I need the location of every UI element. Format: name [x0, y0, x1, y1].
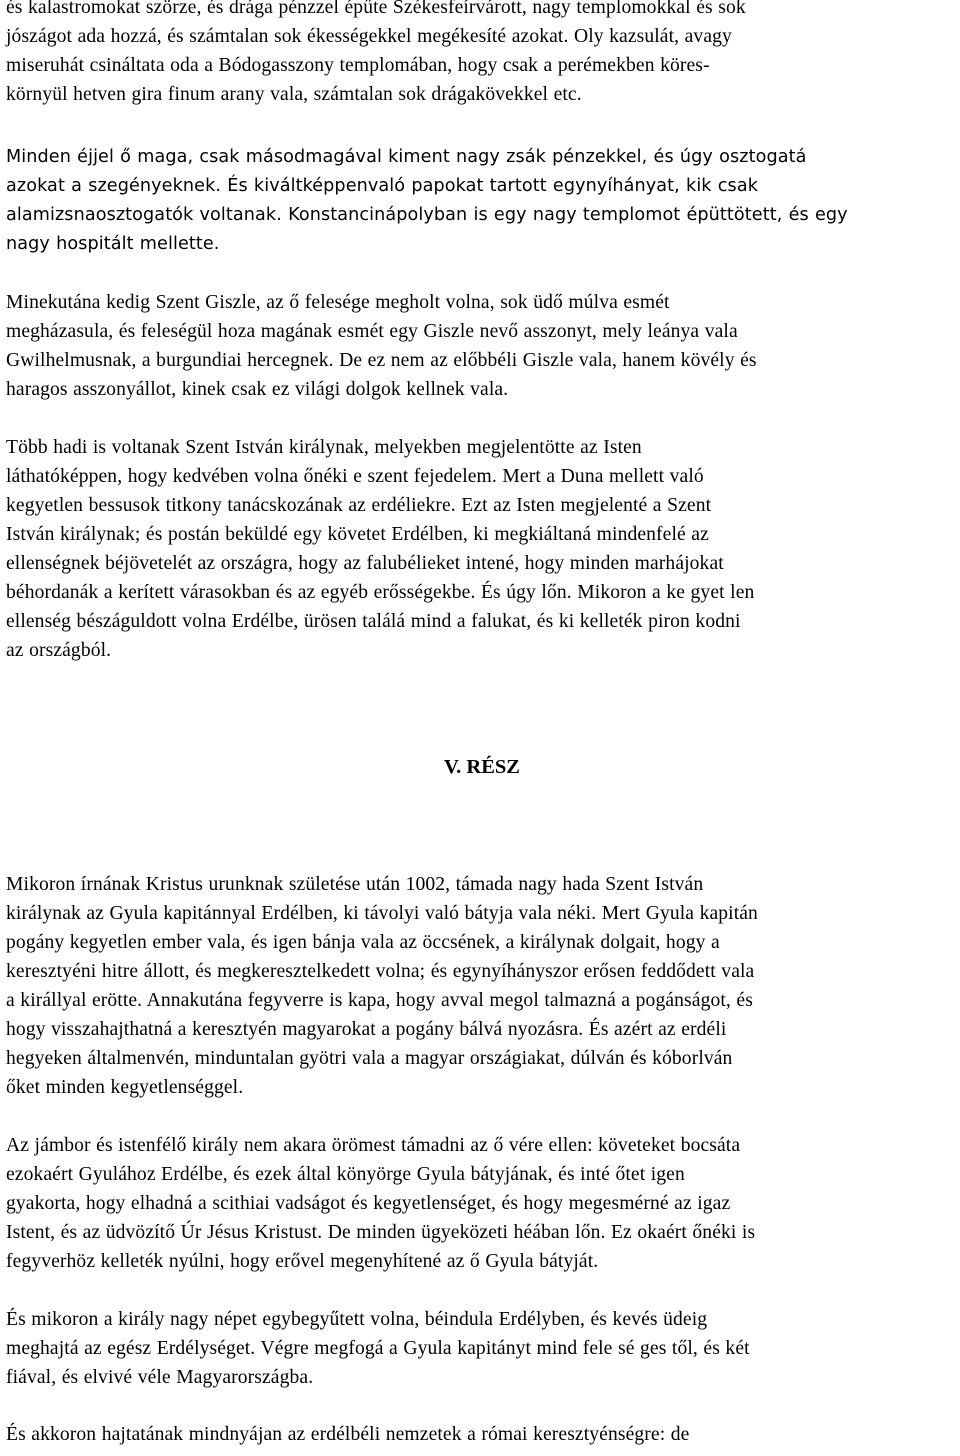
text-line: környül hetven gira finum arany vala, számtalan sok drágakövekkel etc. [6, 84, 582, 105]
paragraph-6 [6, 1131, 755, 1276]
text-line: nagy hospitált mellette. [6, 234, 220, 254]
text-line: kegyetlen bessusok titkony tanácskozának az erdéliekre. Ezt az Isten megjelenté a Szent [6, 495, 712, 516]
text-line: Minden éjjel ő maga, csak másodmagával kiment nagy zsák pénzekkel, és úgy osztogatá [6, 147, 807, 167]
text-line: És mikoron a király nagy népet egybegyűtett volna, béindula Erdélyben, és kevés üdeig [6, 1309, 708, 1330]
text-line: azokat a szegényeknek. És kiváltképpenvaló papokat tartott egynyíhányat, kik csak [6, 176, 758, 196]
text-line: őket minden kegyetlenséggel. [6, 1077, 244, 1098]
text-line: haragos asszonyállot, kinek csak ez világi dolgok kellnek vala. [6, 379, 509, 400]
paragraph-1 [6, 0, 746, 109]
text-line: keresztyéni hitre állott, és megkeresztelkedett volna; és egynyíhányszor erősen feddődett vala [6, 961, 755, 982]
paragraph-3 [6, 288, 757, 404]
paragraph-7 [6, 1305, 750, 1392]
text-line: hogy visszahajthatná a keresztyén magyarokat a pogány bálvá nyozásra. És azért az erdéli [6, 1019, 727, 1040]
text-line: ellenség bészáguldott volna Erdélbe, ürösen találá mind a falukat, és ki kelleték piron kodni [6, 611, 741, 632]
text-line: pogány kegyetlen ember vala, és igen bánja vala az öccsének, a királynak dolgait, hogy a [6, 932, 720, 953]
text-line: jószágot ada hozzá, és számtalan sok ékességekkel megékesíté azokat. Oly kazsulát, avagy [6, 26, 732, 47]
text-line: gyakorta, hogy elhadná a scithiai vadságot és kegyetlenséget, és hogy megesmérné az igaz [6, 1193, 731, 1214]
text-line: az országból. [6, 640, 112, 661]
text-line: ezokaért Gyulához Erdélbe, és ezek által könyörge Gyula bátyjának, és inté őtet igen [6, 1164, 685, 1185]
text-line: és kalastromokat szörze, és drága pénzzel épűte Székesfeírvárott, nagy templomokkal és sok [6, 0, 746, 18]
text-line: ellenségnek béjövetelét az országra, hogy az falubélieket intené, hogy minden marhájokat [6, 553, 724, 574]
text-line: megházasula, és feleségül hoza magának esmét egy Giszle nevő asszonyt, mely leánya vala [6, 321, 738, 342]
text-line: meghajtá az egész Erdélységet. Végre megfogá a Gyula kapitányt mind fele sé ges től, és két [6, 1338, 750, 1359]
text-line: István királynak; és postán beküldé egy követet Erdélben, ki megkiáltaná mindenfelé az [6, 524, 709, 545]
paragraph-4 [6, 433, 754, 665]
section-heading: V. RÉSZ [444, 756, 520, 778]
text-line: Több hadi is voltanak Szent István királynak, melyekben megjelentötte az Isten [6, 437, 642, 458]
text-line: hegyeken általmenvén, minduntalan gyötri vala a magyar országiakat, dúlván és kóborlván [6, 1048, 733, 1069]
text-line: királynak az Gyula kapitánnyal Erdélben, ki távolyi való bátyja vala néki. Mert Gyula kapitán [6, 903, 758, 924]
text-line: béhordanák a kerített várasokban és az egyéb erősségekbe. És úgy lőn. Mikoron a ke gyet len [6, 582, 755, 603]
text-line: Az jámbor és istenfélő király nem akara örömest támadni az ő vére ellen: követeket bocsáta [6, 1135, 741, 1156]
text-line: Gwilhelmusnak, a burgundiai hercegnek. De ez nem az előbbéli Giszle vala, hanem kövély és [6, 350, 757, 371]
text-line: alamizsnaosztogatók voltanak. Konstancinápolyban is egy nagy templomot épüttötett, és egy [6, 205, 848, 225]
text-line: És akkoron hajtatának mindnyájan az erdélbéli nemzetek a római keresztyénségre: de [6, 1424, 690, 1445]
paragraph-5 [6, 870, 758, 1102]
text-line: Istent, és az üdvözítő Úr Jésus Kristust. De minden ügyeközeti héában lőn. Ez okaért őnéki is [6, 1222, 756, 1243]
paragraph-8 [6, 1420, 689, 1449]
text-line: láthatóképpen, hogy kedvében volna őnéki e szent fejedelem. Mert a Duna mellett való [6, 466, 704, 487]
text-line: miseruhát csináltata oda a Bódogasszony templomában, hogy csak a perémekben köres- [6, 55, 710, 76]
text-line: a királlyal erötte. Annakutána fegyverre is kapa, hogy avval megol talmazná a pogánságot, és [6, 990, 753, 1011]
paragraph-2 [6, 143, 848, 259]
text-line: Minekutána kedig Szent Giszle, az ő felesége megholt volna, sok üdő múlva esmét [6, 292, 670, 313]
text-line: fegyverhöz kelleték nyúlni, hogy erővel megenyhítené az ő Gyula bátyját. [6, 1251, 599, 1272]
text-line: fiával, és elvivé véle Magyarországba. [6, 1367, 314, 1388]
text-line: Mikoron írnának Kristus urunknak születése után 1002, támada nagy hada Szent István [6, 874, 704, 895]
